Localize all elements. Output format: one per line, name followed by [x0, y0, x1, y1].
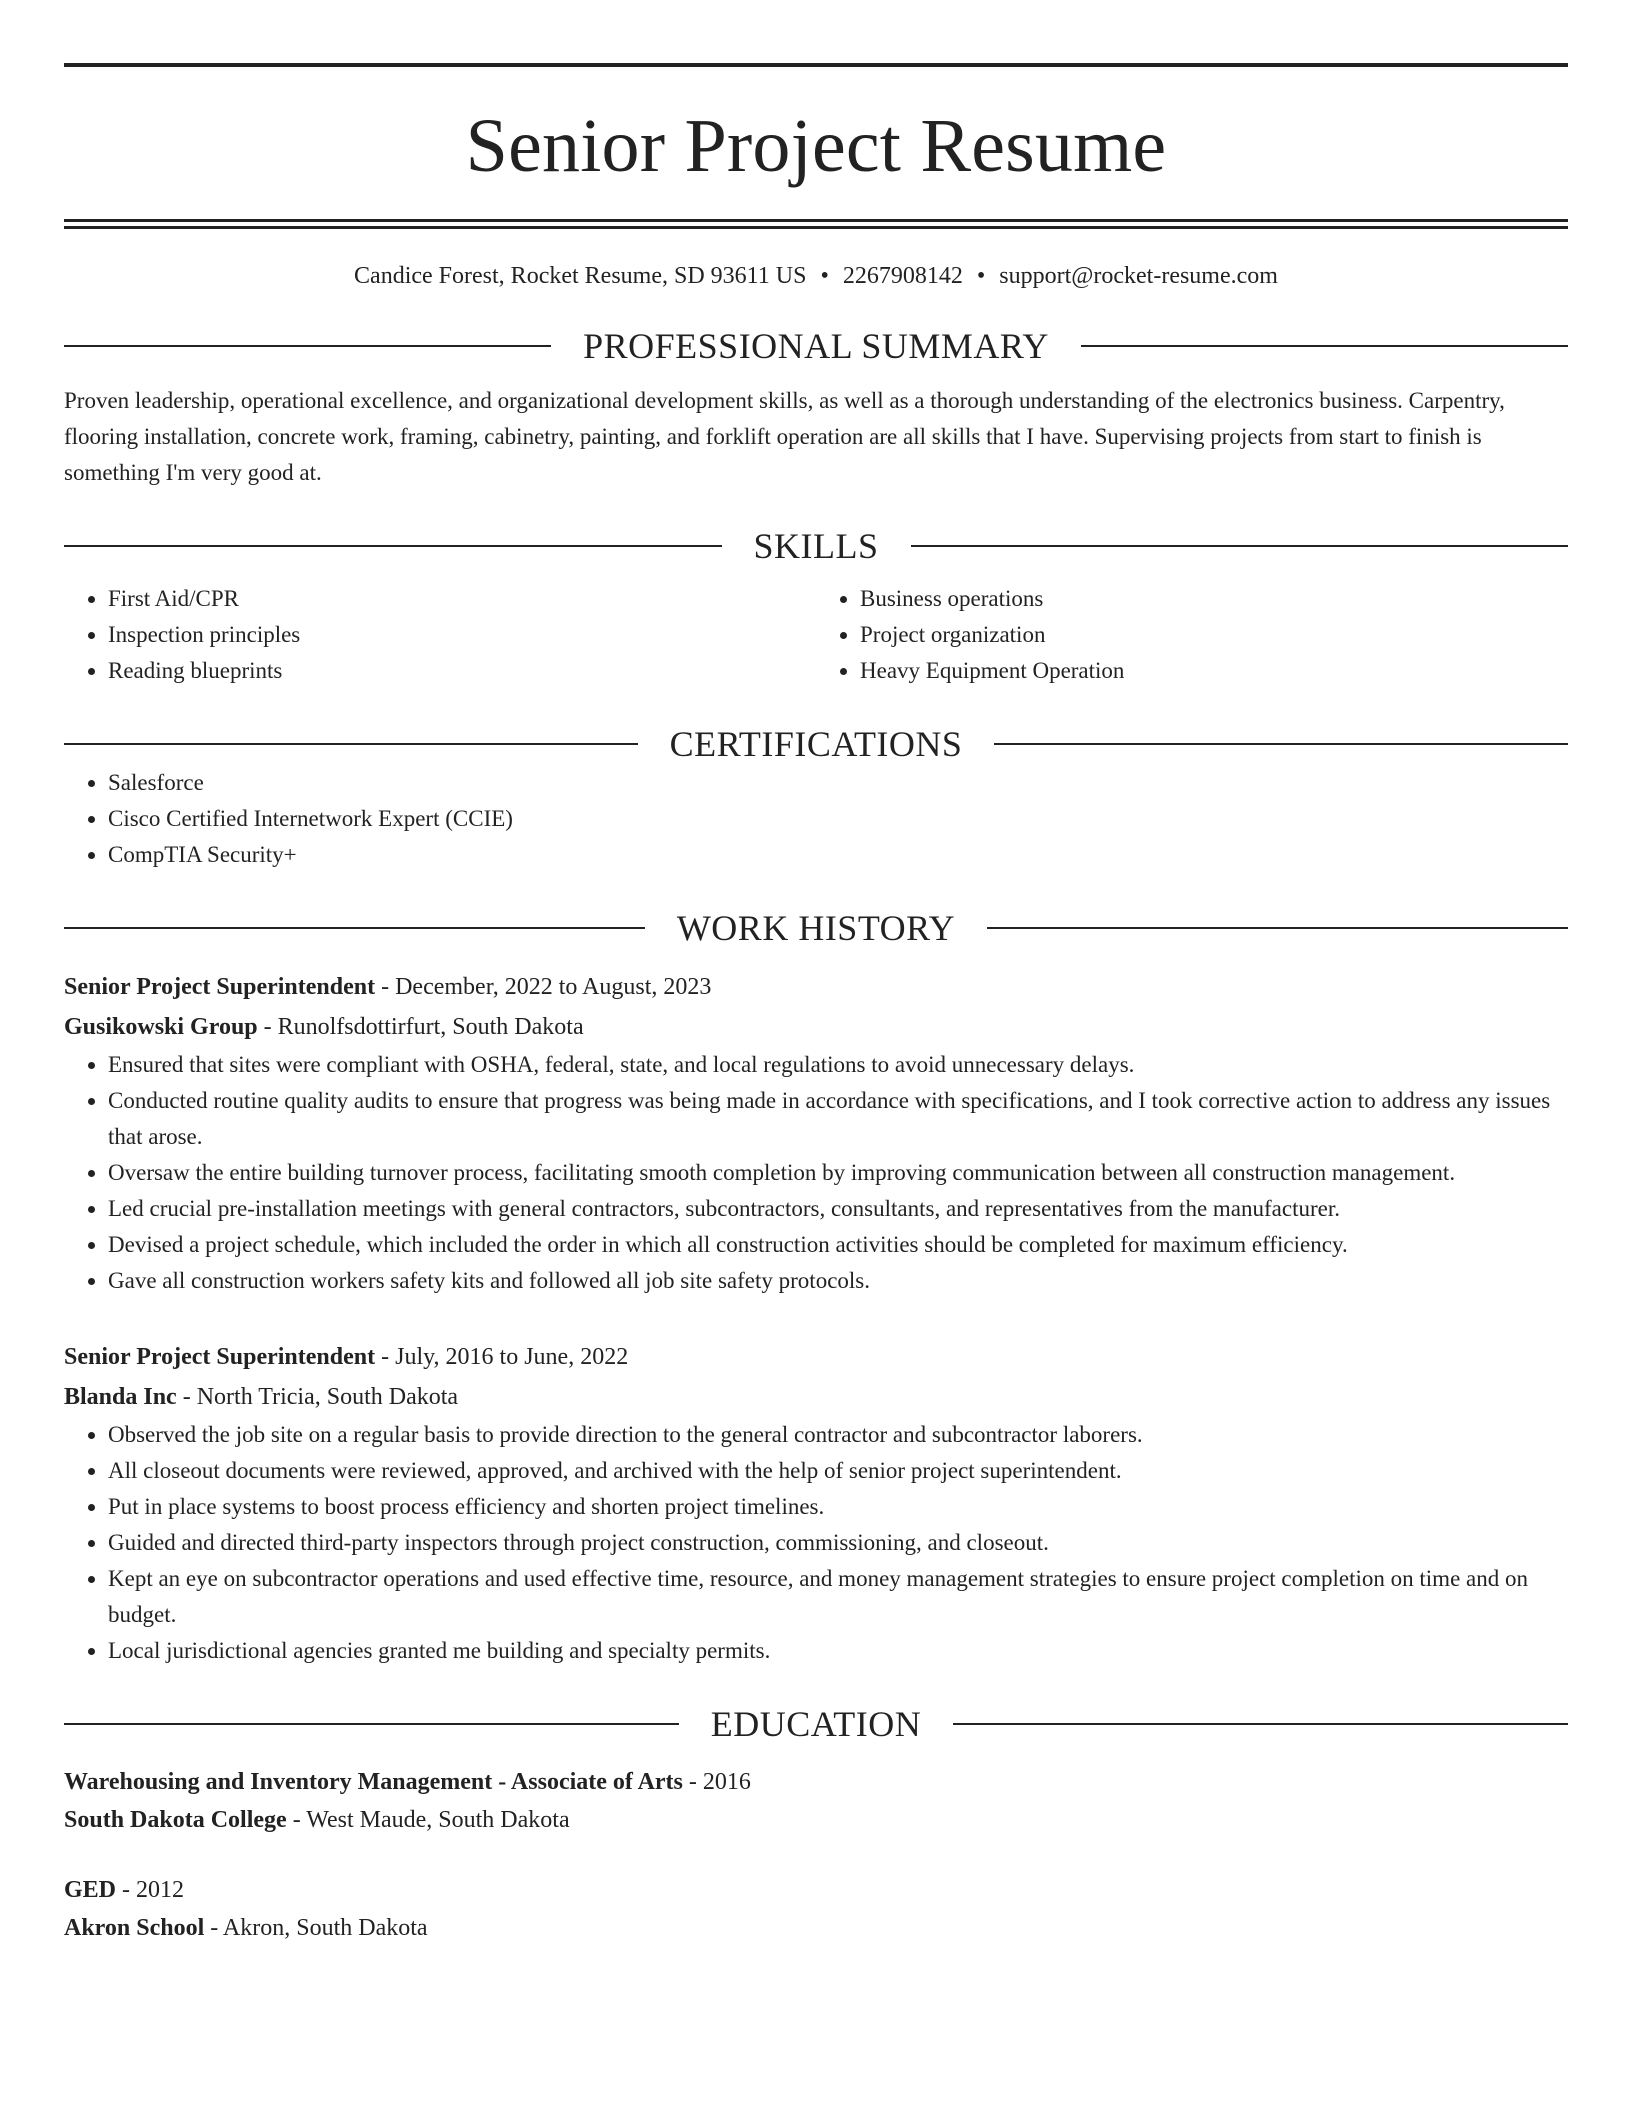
job-dates: - July, 2016 to June, 2022 — [375, 1344, 629, 1370]
job-bullet: • Local jurisdictional agencies granted me building and specialty permits. — [108, 1633, 1568, 1669]
certification-item: • CompTIA Security+ — [108, 837, 1568, 873]
job-company-line — [64, 1007, 1568, 1047]
job-entry — [64, 967, 1568, 1299]
summary-text: Proven leadership, operational excellence, and organizational development skills, as well as a thorough understanding of the electronics business. Carpentry, flooring installation, concrete work, framing, cabinetry, painting, and forklift operation are all skills that I have. Supervising projects from start to finish is something I'm very good at. — [64, 388, 1505, 485]
job-company-line — [64, 1377, 1568, 1417]
top-rule — [64, 63, 1568, 67]
section-title: WORK HISTORY — [676, 908, 956, 948]
skill-item: • Business operations — [860, 581, 1568, 617]
skill-item: • Inspection principles — [108, 617, 816, 653]
education-school-line — [64, 1909, 1568, 1947]
job-bullet: • Guided and directed third-party inspectors through project construction, commissioning, and closeout. — [108, 1525, 1568, 1561]
contact-email: support@rocket-resume.com — [999, 263, 1278, 289]
section-title: SKILLS — [753, 526, 879, 566]
heading-rule-left — [64, 345, 551, 347]
work-history-heading — [64, 907, 1568, 949]
skill-item: • Heavy Equipment Operation — [860, 653, 1568, 689]
heading-rule-right — [987, 927, 1568, 929]
education-year: - 2012 — [116, 1877, 185, 1903]
job-title-line — [64, 1337, 1568, 1377]
job-bullet: • Observed the job site on a regular basis to provide direction to the general contractor and subcontractor laborers. — [108, 1417, 1568, 1453]
job-bullet: • Led crucial pre-installation meetings with general contractors, subcontractors, consultants, and representatives from the manufacturer. — [108, 1191, 1568, 1227]
skills-heading — [64, 525, 1568, 567]
heading-rule-right — [1081, 345, 1568, 347]
heading-rule-left — [64, 743, 638, 745]
education-year: - 2016 — [682, 1769, 751, 1795]
contact-phone: 2267908142 — [842, 263, 963, 289]
job-bullet: • Devised a project schedule, which included the order in which all construction activities should be completed for maximum efficiency. — [108, 1227, 1568, 1263]
job-bullet: • Gave all construction workers safety kits and followed all job site safety protocols. — [108, 1263, 1568, 1299]
job-bullets — [64, 1417, 1568, 1669]
title-double-rule — [64, 219, 1568, 229]
education-degree: GED — [64, 1877, 117, 1903]
education-location: - Akron, South Dakota — [204, 1915, 428, 1941]
job-bullet: • Kept an eye on subcontractor operations and used effective time, resource, and money management strategies to ensure project completion on time and on budget. — [108, 1561, 1568, 1633]
job-title: Senior Project Superintendent — [64, 974, 376, 1000]
job-bullet: • Conducted routine quality audits to ensure that progress was being made in accordance with specifications, and I took corrective action to address any issues that arose. — [108, 1083, 1568, 1155]
section-title: CERTIFICATIONS — [669, 724, 963, 764]
contact-line — [64, 261, 1568, 291]
education-entry — [64, 1871, 1568, 1947]
education-degree: Warehousing and Inventory Management - Associate of Arts — [64, 1769, 683, 1795]
resume-title: Senior Project Resume — [465, 104, 1167, 188]
education-entry — [64, 1763, 1568, 1839]
job-location: - North Tricia, South Dakota — [176, 1384, 459, 1410]
certification-item: • Salesforce — [108, 765, 1568, 801]
job-location: - Runolfsdottirfurt, South Dakota — [257, 1014, 584, 1040]
education-school: Akron School — [64, 1915, 205, 1941]
skill-item: • Reading blueprints — [108, 653, 816, 689]
job-company: Blanda Inc — [64, 1384, 177, 1410]
job-title: Senior Project Superintendent — [64, 1344, 376, 1370]
job-bullets — [64, 1047, 1568, 1299]
contact-separator: • — [820, 263, 829, 289]
heading-rule-right — [911, 545, 1569, 547]
job-bullet: • Oversaw the entire building turnover process, facilitating smooth completion by improving communication between all construction management. — [108, 1155, 1568, 1191]
certifications-list — [64, 765, 1568, 873]
job-bullet: • Put in place systems to boost process efficiency and shorten project timelines. — [108, 1489, 1568, 1525]
education-degree-line — [64, 1871, 1568, 1909]
job-bullet: • Ensured that sites were compliant with OSHA, federal, state, and local regulations to avoid unnecessary delays. — [108, 1047, 1568, 1083]
education-location: - West Maude, South Dakota — [286, 1807, 570, 1833]
education-degree-line — [64, 1763, 1568, 1801]
job-company: Gusikowski Group — [64, 1014, 258, 1040]
skills-list-left — [64, 581, 816, 689]
education-school: South Dakota College — [64, 1807, 287, 1833]
contact-address: Candice Forest, Rocket Resume, SD 93611 US — [354, 263, 807, 289]
certifications-heading — [64, 723, 1568, 765]
heading-rule-right — [953, 1723, 1568, 1725]
section-title: PROFESSIONAL SUMMARY — [583, 326, 1049, 366]
heading-rule-right — [994, 743, 1568, 745]
heading-rule-left — [64, 1723, 679, 1725]
skills-list-right — [816, 581, 1568, 689]
certification-item: • Cisco Certified Internetwork Expert (CCIE) — [108, 801, 1568, 837]
skill-item: • First Aid/CPR — [108, 581, 816, 617]
summary-heading — [64, 325, 1568, 367]
heading-rule-left — [64, 545, 722, 547]
job-bullet: • All closeout documents were reviewed, approved, and archived with the help of senior project superintendent. — [108, 1453, 1568, 1489]
education-school-line — [64, 1801, 1568, 1839]
job-entry — [64, 1337, 1568, 1669]
job-dates: - December, 2022 to August, 2023 — [375, 974, 712, 1000]
skills-columns — [64, 581, 1568, 689]
skill-item: • Project organization — [860, 617, 1568, 653]
job-title-line — [64, 967, 1568, 1007]
education-heading — [64, 1703, 1568, 1745]
contact-separator: • — [976, 263, 986, 289]
section-title: EDUCATION — [710, 1704, 922, 1744]
heading-rule-left — [64, 927, 645, 929]
